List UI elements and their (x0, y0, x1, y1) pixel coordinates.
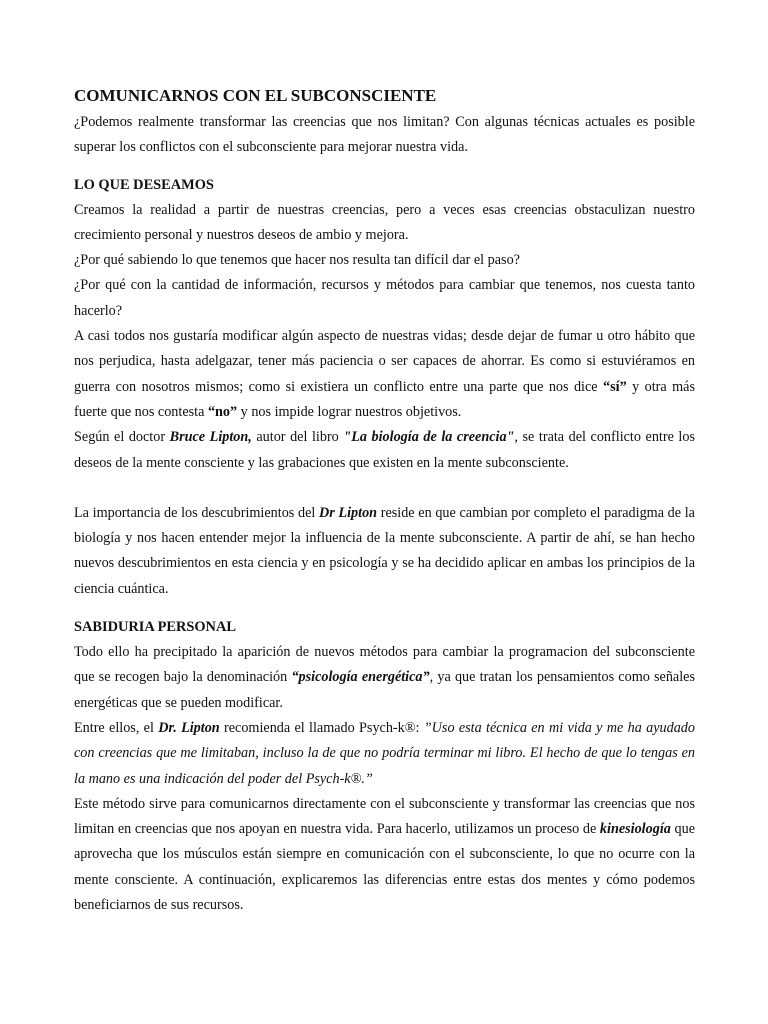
document-page (74, 84, 695, 918)
text-segment: autor del libro (251, 429, 344, 446)
text-segment: que aprovecha que los músculos están siempre en comunicación con el subconsciente, lo que no ocurre con la mente consciente. A continuación, explicaremos las diferencias entre estas dos mentes y cómo podemos beneficiarnos de sus recursos. (74, 821, 695, 914)
text-segment: Entre ellos, el (74, 719, 159, 736)
text-segment: recomienda el llamado Psych-k®: (219, 719, 424, 736)
emphasis-author-name: Bruce Lipton, (169, 429, 252, 446)
emphasis-dr-lipton: Dr. Lipton (158, 719, 220, 736)
emphasis-no: “no” (207, 403, 238, 420)
text-segment: Este método sirve para comunicarnos directamente con el subconsciente y transformar las creencias que nos limitan en creencias que nos apoyan en nuestra vida. Para hacerlo, utilizamos un proceso de (74, 795, 695, 838)
text-segment: y otra más fuerte que nos contesta (74, 378, 695, 420)
text-segment: Todo ello ha precipitado la aparición de nuevos métodos para cambiar la programacion del subconsciente que se recogen bajo la denominación (74, 644, 695, 686)
text-segment: La importancia de los descubrimientos del (74, 504, 319, 521)
intro-paragraph: ¿Podemos realmente transformar las creencias que nos limitan? Con algunas técnicas actuales es posible superar los conflictos con el subconsciente para mejorar nuestra vida. (74, 114, 695, 156)
paragraph-psych-k (74, 716, 695, 792)
paragraph-importancia (74, 501, 695, 602)
text-segment: Según el doctor (74, 429, 170, 446)
text-segment: , ya que tratan los pensamientos como señales energéticas que se pueden modificar. (74, 669, 695, 711)
section-heading-sabiduria-personal: SABIDURIA PERSONAL (74, 619, 236, 636)
paragraph-bruce-lipton (74, 425, 695, 476)
paragraph-creamos-realidad: Creamos la realidad a partir de nuestras creencias, pero a veces esas creencias obstaculizan nuestro crecimiento personal y nuestros deseos de ambio y mejora. (74, 201, 695, 243)
section-heading-lo-que-deseamos: LO QUE DESEAMOS (74, 176, 214, 193)
quote-psych-k: ”Uso esta técnica en mi vida y me ha ayudado con creencias que me limitaban, incluso la de que no podría terminar mi libro. El hecho de que lo tengas en la mano es una indicación del poder del Psych-k®.” (74, 719, 695, 787)
emphasis-book-title: "La biología de la creencia" (343, 429, 515, 446)
paragraph-metodo-kinesiologia (74, 792, 695, 918)
emphasis-psicologia-energetica: “psicología energética” (291, 669, 430, 686)
emphasis-dr-lipton: Dr Lipton (319, 504, 378, 521)
paragraph-question-1: ¿Por qué sabiendo lo que tenemos que hacer nos resulta tan difícil dar el paso? (74, 252, 520, 269)
emphasis-kinesiologia: kinesiología (599, 821, 671, 838)
text-segment: y nos impide lograr nuestros objetivos. (237, 403, 462, 420)
paragraph-psicologia-energetica (74, 640, 695, 716)
paragraph-modificar-aspecto (74, 324, 695, 425)
document-title: COMUNICARNOS CON EL SUBCONSCIENTE (74, 86, 437, 105)
text-segment: , se trata del conflicto entre los deseos de la mente consciente y las grabaciones que existen en la mente subconsciente. (74, 429, 695, 471)
text-segment: A casi todos nos gustaría modificar algún aspecto de nuestras vidas; desde dejar de fumar u otro hábito que nos perjudica, hasta adelgazar, tener más paciencia o ser capaces de ahorrar. Es como si estuviéramos en guerra con nosotros mismos; como si existiera un conflicto entre una parte que nos dice (74, 328, 695, 395)
paragraph-question-2: ¿Por qué con la cantidad de información, recursos y métodos para cambiar que tenemos, nos cuesta tanto hacerlo? (74, 277, 695, 319)
emphasis-si: “sí” (603, 378, 627, 395)
text-segment: reside en que cambian por completo el paradigma de la biología y nos hacen entender mejor la influencia de la mente subconsciente. A partir de ahí, se han hecho nuevos descubrimientos en esta ciencia y en psicología y se ha decidido aplicar en ambas los principios de la ciencia cuántica. (74, 504, 695, 597)
